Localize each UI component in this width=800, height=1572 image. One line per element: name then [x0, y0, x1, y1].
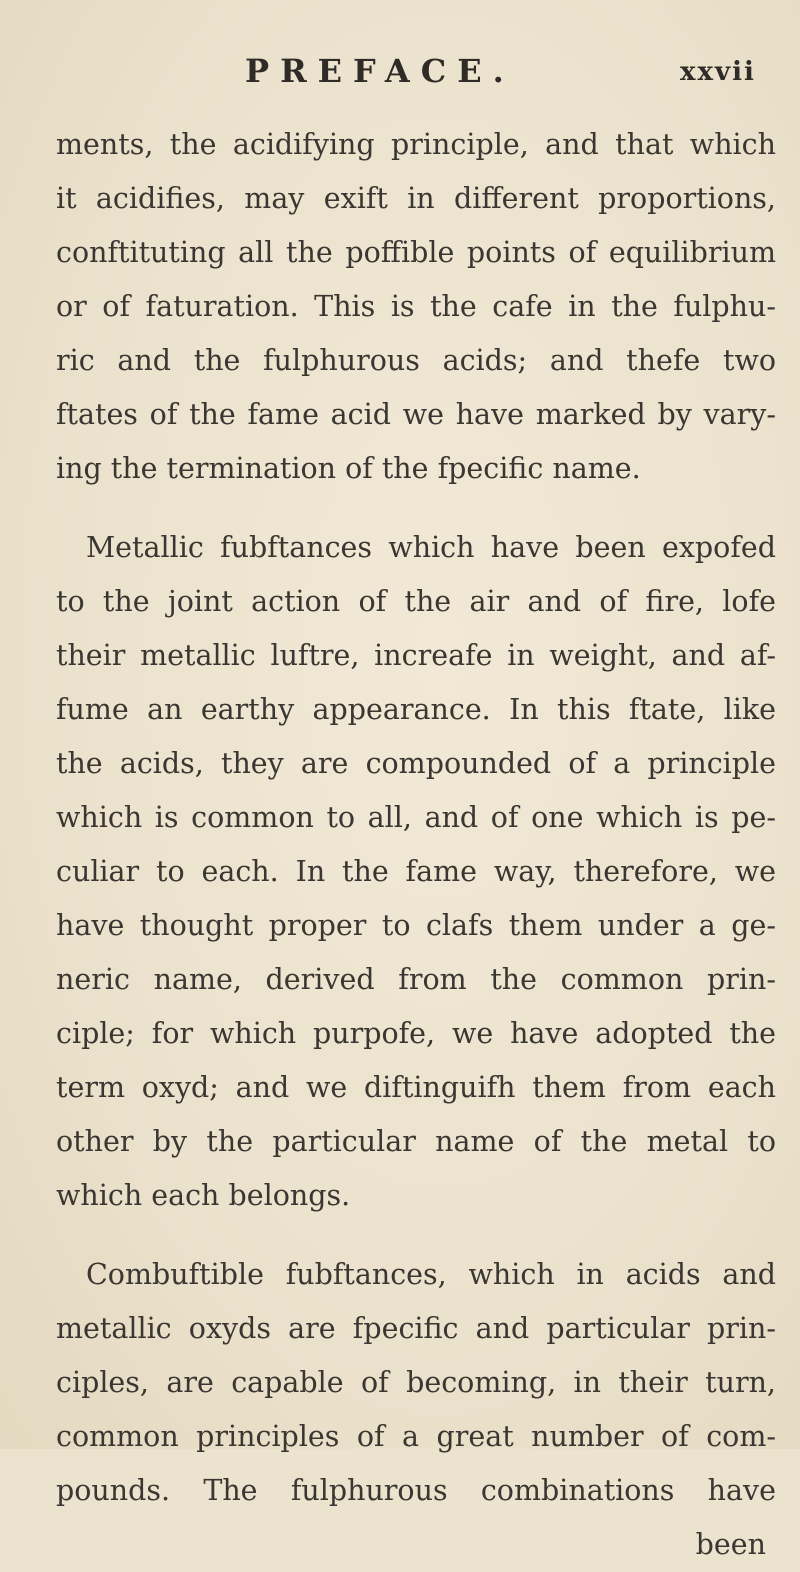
running-head: PREFACE.	[245, 52, 515, 90]
text-line: pounds. The fulphurous combinations have	[56, 1474, 776, 1507]
text-line: Combuftible fubftances, which in acids and	[86, 1258, 776, 1291]
text-line: it acidifies, may exift in different proportions,	[56, 182, 776, 215]
text-line: their metallic luftre, increafe in weight, and af-	[56, 639, 776, 672]
text-line: which is common to all, and of one which is pe-	[56, 801, 776, 834]
page-number: xxvii	[680, 57, 756, 87]
text-line: to the joint action of the air and of fire, lofe	[56, 585, 776, 618]
text-line: Metallic fubftances which have been expofed	[86, 531, 776, 564]
text-line: which each belongs.	[56, 1179, 351, 1212]
catchword: been	[695, 1528, 766, 1561]
body-text	[56, 118, 776, 1572]
text-line: other by the particular name of the metal to	[56, 1125, 776, 1158]
paragraph-1	[56, 118, 776, 496]
text-line: ftates of the fame acid we have marked by vary-	[56, 398, 776, 431]
text-line: have thought proper to clafs them under a ge-	[56, 909, 776, 942]
paragraph-3	[56, 1248, 776, 1572]
text-line: culiar to each. In the fame way, therefore, we	[56, 855, 776, 888]
text-line: conftituting all the poffible points of equilibrium	[56, 236, 776, 269]
paragraph-2	[56, 521, 776, 1223]
text-line: ments, the acidifying principle, and that which	[56, 128, 776, 161]
text-line: common principles of a great number of com-	[56, 1420, 776, 1453]
text-line: or of faturation. This is the cafe in the fulphu-	[56, 290, 776, 323]
text-line: ciples, are capable of becoming, in their turn,	[56, 1366, 776, 1399]
page-header	[0, 52, 800, 92]
text-line: term oxyd; and we diftinguifh them from each	[56, 1071, 776, 1104]
text-line: the acids, they are compounded of a principle	[56, 747, 776, 780]
text-line: neric name, derived from the common prin-	[56, 963, 776, 996]
text-line: ciple; for which purpofe, we have adopted the	[56, 1017, 776, 1050]
text-line: ing the termination of the fpecific name.	[56, 452, 641, 485]
text-line: ric and the fulphurous acids; and thefe two	[56, 344, 776, 377]
text-line: metallic oxyds are fpecific and particular prin-	[56, 1312, 776, 1345]
text-line: fume an earthy appearance. In this ftate, like	[56, 693, 776, 726]
